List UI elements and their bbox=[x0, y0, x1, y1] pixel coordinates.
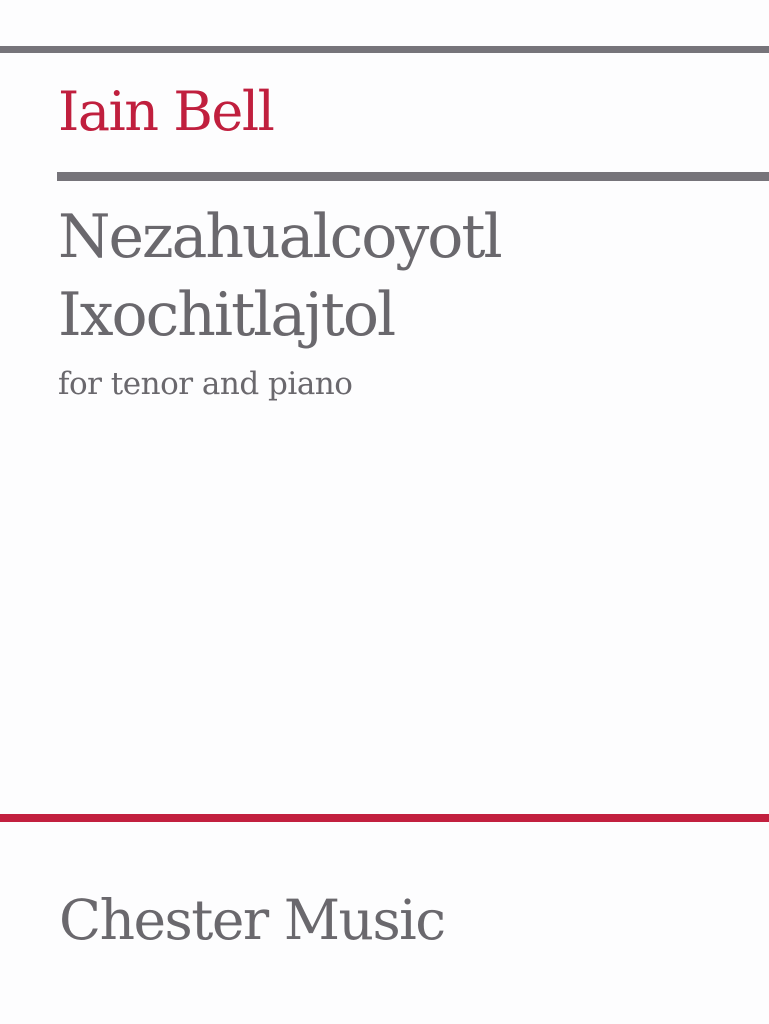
instrumentation-subtitle: for tenor and piano bbox=[58, 366, 353, 402]
composer-name: Iain Bell bbox=[58, 80, 274, 143]
publisher-name: Chester Music bbox=[59, 888, 445, 952]
footer-accent-rule bbox=[0, 814, 769, 822]
top-rule bbox=[0, 46, 769, 53]
work-title-line-2: Ixochitlajtol bbox=[58, 280, 395, 350]
work-title-line-1: Nezahualcoyotl bbox=[58, 202, 501, 272]
composer-title-divider-rule bbox=[57, 172, 769, 181]
work-title bbox=[58, 198, 501, 354]
